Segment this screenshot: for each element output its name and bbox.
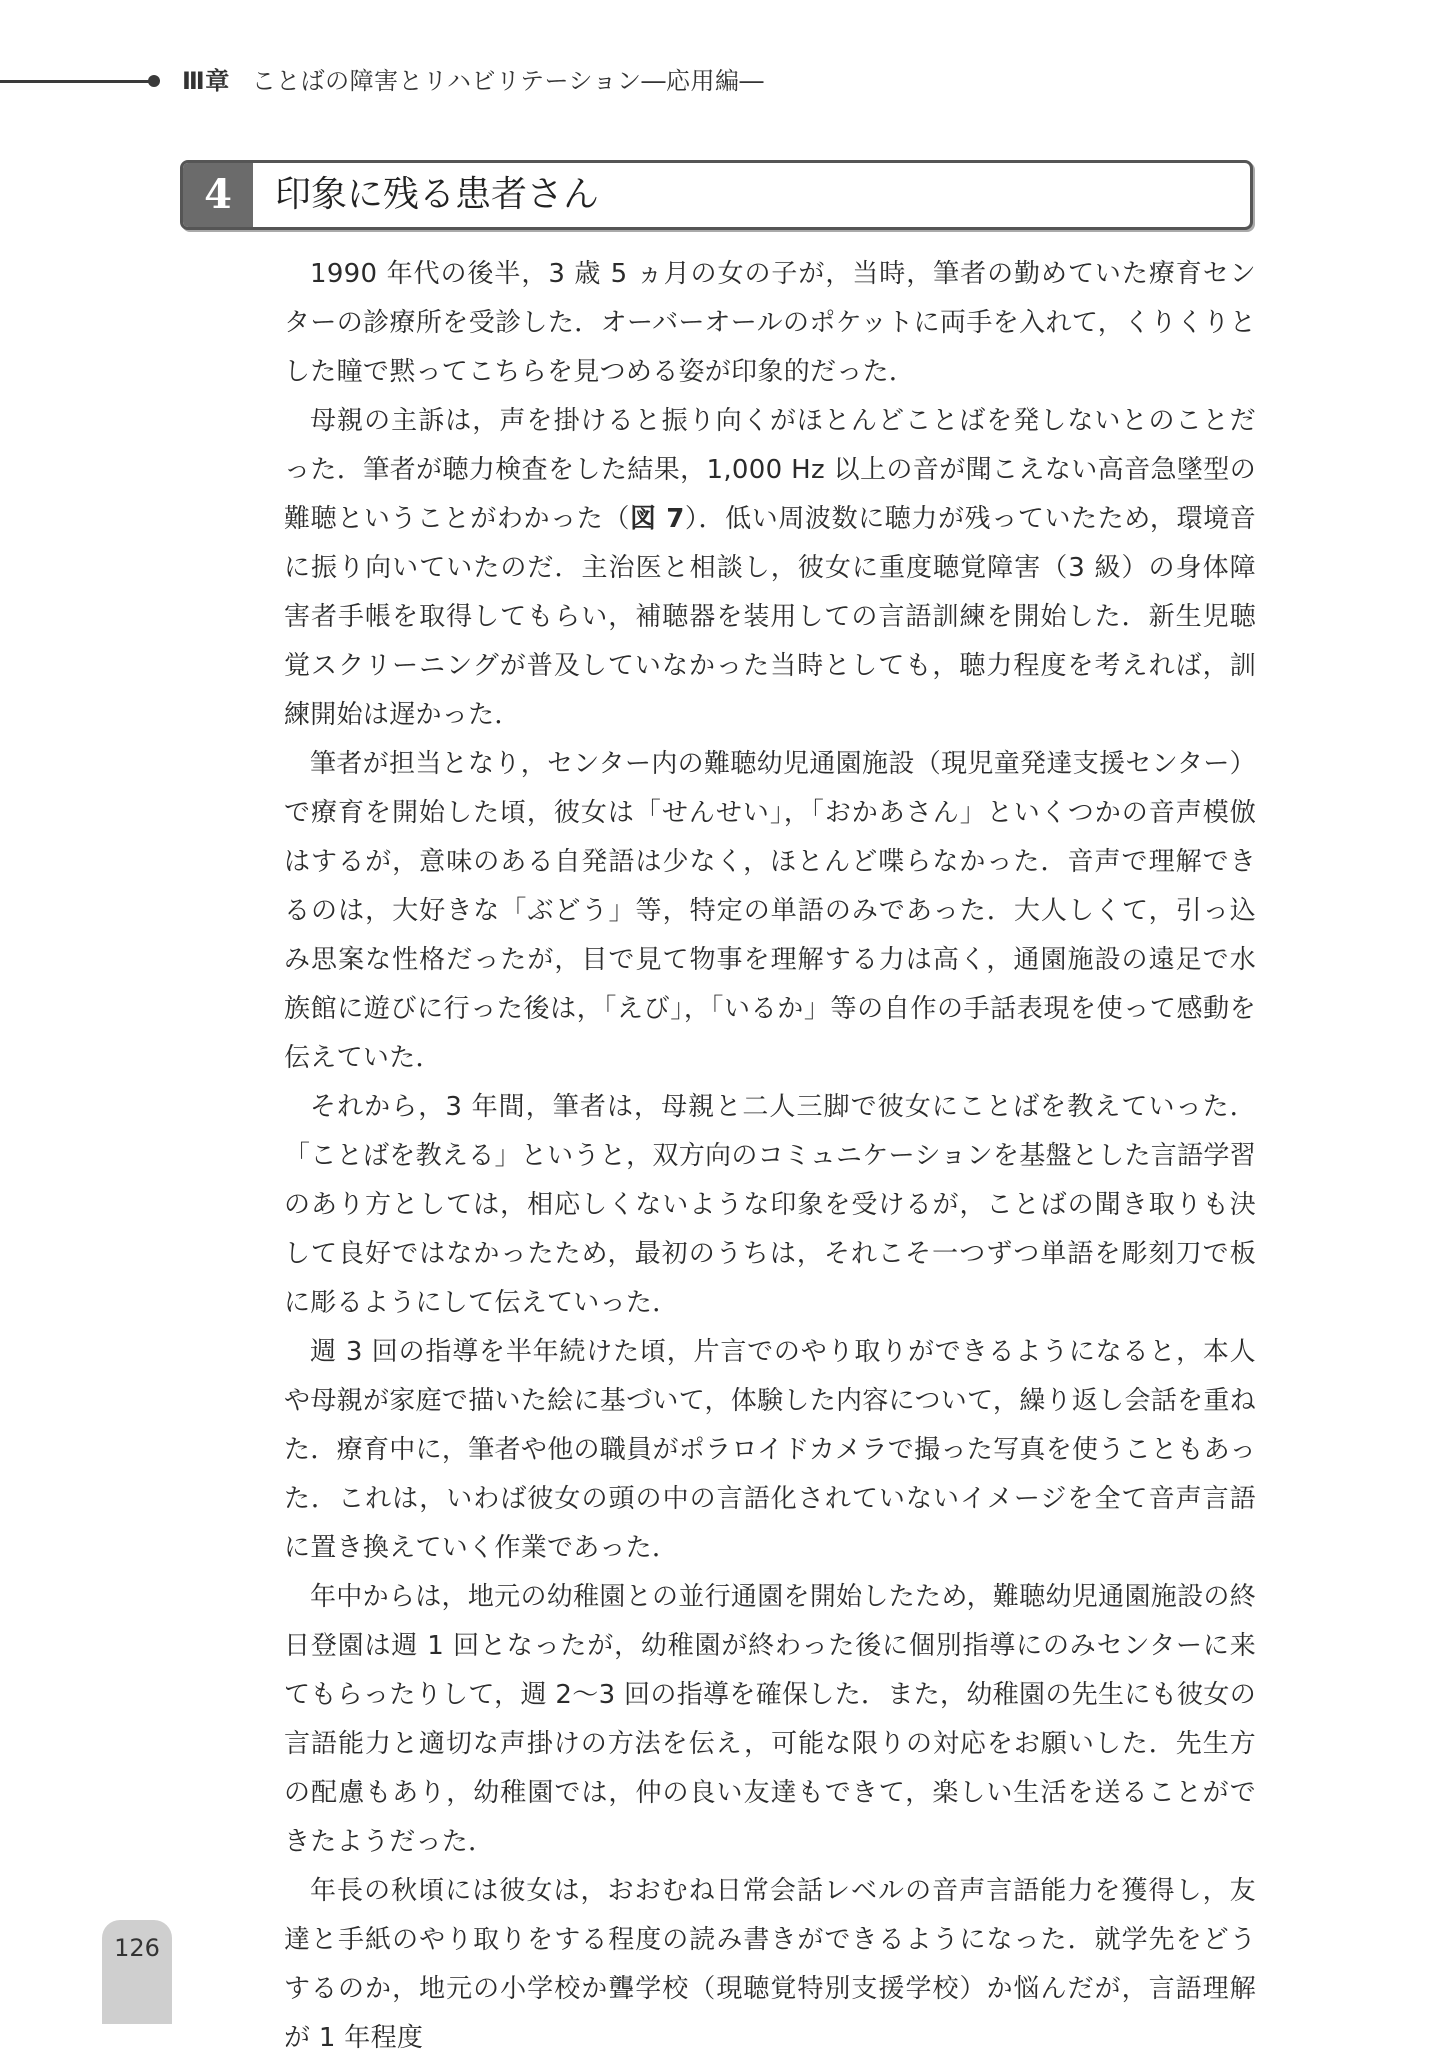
chapter-label: Ⅲ章: [182, 67, 230, 95]
paragraph: 年中からは，地元の幼稚園との並行通園を開始したため，難聴幼児通園施設の終日登園は週 1 回となったが，幼稚園が終わった後に個別指導にのみセンターに来てもらったりして，週 2～3 回の指導を確保した．また，幼稚園の先生にも彼女の言語能力と適切な声掛けの方法を伝え，可能な限りの対応をお願いした．先生方の配慮もあり，幼稚園では，仲の良い友達もできて，楽しい生活を送ることができたようだった．: [284, 1582, 1256, 1857]
chapter-title: ことばの障害とリハビリテーション―応用編―: [251, 67, 765, 95]
paragraph: 年長の秋頃には彼女は，おおむね日常会話レベルの音声言語能力を獲得し，友達と手紙のやり取りをする程度の読み書きができるようになった．就学先をどうするのか，地元の小学校か聾学校（現聴覚特別支援学校）か悩んだが，言語理解が 1 年程度: [284, 1876, 1256, 2053]
figure-reference: 図 7: [629, 504, 685, 534]
paragraph: 1990 年代の後半，3 歳 5 ヵ月の女の子が，当時，筆者の勤めていた療育センターの診療所を受診した．オーバーオールのポケットに両手を入れて，くりくりとした瞳で黙ってこちらを見つめる姿が印象的だった．: [284, 259, 1256, 387]
paragraph-text: ）．低い周波数に聴力が残っていたため，環境音に振り向いていたのだ．主治医と相談し，彼女に重度聴覚障害（3 級）の身体障害者手帳を取得してもらい，補聴器を装用しての言語訓練を開始した．新生児聴覚スクリーニングが普及していなかった当時としても，聴力程度を考えれば，訓練開始は遅かった．: [284, 504, 1256, 730]
paragraph: 筆者が担当となり，センター内の難聴幼児通園施設（現児童発達支援センター）で療育を開始した頃，彼女は「せんせい」，「おかあさん」といくつかの音声模倣はするが，意味のある自発語は少なく，ほとんど喋らなかった．音声で理解できるのは，大好きな「ぶどう」等，特定の単語のみであった．大人しくて，引っ込み思案な性格だったが，目で見て物事を理解する力は高く，通園施設の遠足で水族館に遊びに行った後は，「えび」，「いるか」等の自作の手話表現を使って感動を伝えていた．: [284, 749, 1256, 1073]
page-number-tab: [102, 1920, 172, 2024]
section-title: 印象に残る患者さん: [275, 174, 600, 215]
section-heading: [180, 160, 1253, 230]
paragraph: 週 3 回の指導を半年続けた頃，片言でのやり取りができるようになると，本人や母親が家庭で描いた絵に基づいて，体験した内容について，繰り返し会話を重ねた．療育中に，筆者や他の職員がポラロイドカメラで撮った写真を使うこともあった．これは，いわば彼女の頭の中の言語化されていないイメージを全て音声言語に置き換えていく作業であった．: [284, 1337, 1256, 1563]
paragraph: それから，3 年間，筆者は，母親と二人三脚で彼女にことばを教えていった．「ことばを教える」というと，双方向のコミュニケーションを基盤とした言語学習のあり方としては，相応しくないような印象を受けるが，ことばの聞き取りも決して良好ではなかったため，最初のうちは，それこそ一つずつ単語を彫刻刀で板に彫るようにして伝えていった．: [284, 1092, 1256, 1318]
paragraph-text: 母親の主訴は，声を掛けると振り向くがほとんどことばを発しないとのことだった．筆者が聴力検査をした結果，1,000 Hz 以上の音が聞こえない高音急墜型の難聴ということがわかった（: [284, 406, 1256, 534]
header-bullet-icon: [148, 75, 160, 87]
body-text: [284, 250, 1256, 2063]
section-number: 4: [183, 163, 253, 227]
page-number: 126: [114, 1934, 160, 1962]
paragraph: [284, 397, 1256, 740]
header-rule: [0, 80, 152, 83]
running-header: [182, 64, 764, 98]
